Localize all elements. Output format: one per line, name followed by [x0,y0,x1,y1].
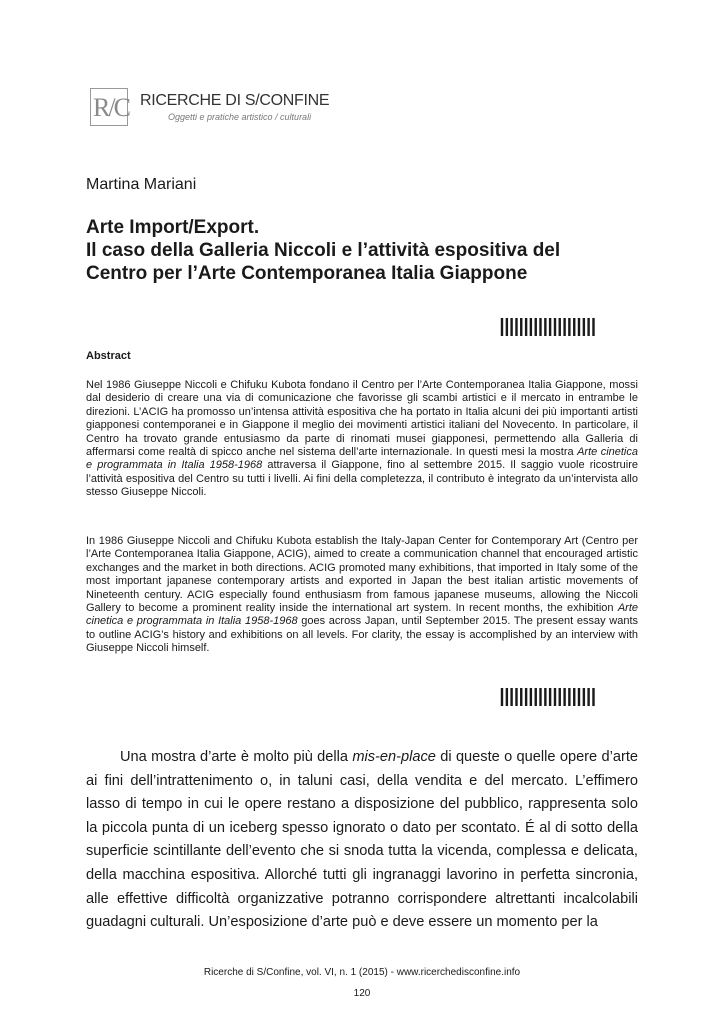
abstract-italian-text: attraversa il Giappone, fino al settembre 2015. Il saggio vuole ricostruire l’attività espositiva del Centro su tutti i livelli. Ai fini della completezza, il contributo è integrato da un’intervista allo stesso Giuseppe Niccoli. [86,459,638,499]
exhibition-title: Arte cinetica e programmata in Italia 1958-1968 [86,602,638,628]
abstract-english [86,535,638,656]
page-number: 120 [353,988,371,999]
body-text: di queste o quelle opere d’arte ai fini dell’intrattenimento o, in taluni casi, della vendita e del mercato. L’effimero lasso di tempo in cui le opere restano a disposizione del pubblico, rappresenta solo la piccola punta di un iceberg spesso ignorato o dato per scontato. É al di sotto della superficie scintillante dell’evento che si snoda tutta la vicenda, complessa e delicata, della macchina espositiva. Allorché tutti gli ingranaggi lavorino in perfetta sincronia, alle effettive difficoltà organizzative potranno corrispondere altrettanti incalcolabili guadagni culturali. Un’esposizione d’arte può e deve essere un momento per la [86,749,639,931]
journal-name: RICERCHE DI S/CONFINE [140,92,330,109]
abstract-english-text: goes across Japan, until September 2015. The present essay wants to outline ACIG’s history and exhibitions on all levels. For clarity, the essay is accomplished by an interview with Giuseppe Niccoli himself. [86,615,638,655]
title-line: Arte Import/Export. [86,217,260,238]
exhibition-title: Arte cinetica e programmata in Italia 1958-1968 [86,446,638,472]
body-italic-term: mis-en-place [352,749,436,765]
logo-mark-frame [90,88,128,126]
abstract-italian [86,379,638,500]
body-text: Una mostra d’arte è molto più della [120,749,353,765]
article-author: Martina Mariani [86,176,197,193]
title-line: Il caso della Galleria Niccoli e l’attività espositiva del [86,240,561,261]
abstract-english-text: In 1986 Giuseppe Niccoli and Chifuku Kubota establish the Italy-Japan Center for Contemporary Art (Centro per l’Arte Contemporanea Italia Giappone, ACIG), aimed to create a communication channel that encouraged artistic exchanges and the market in both directions. ACIG promoted many exhibitions, that imported in Italy some of the most important japanese contemporary artists and exported in Japan the best italian artistic movements of Nineteenth century. ACIG especially found enthusiasm from famous japanese museums, allowing the Niccoli Gallery to become a prominent reality inside the international art system. In recent months, the exhibition [86,535,638,615]
title-line: Centro per l’Arte Contemporanea Italia Giappone [86,263,528,284]
abstract-italian-text: Nel 1986 Giuseppe Niccoli e Chifuku Kubota fondano il Centro per l’Arte Contemporanea Italia Giappone, mossi dal desiderio di creare una via di comunicazione che favorisse gli scambi artistici e il mercato in entrambe le direzioni. L’ACIG ha promosso un’intensa attività espositiva che ha portato in Italia alcuni dei più importanti artisti giapponesi contemporanei e in Giappone il meglio dei movimenti artistici italiani del Novecento. In particolare, il Centro ha trovato grande entusiasmo da parte di rinomati musei giapponesi, permettendo alla Galleria di affermarsi come realtà di spicco anche nel sistema dell’arte internazionale. In questi mesi la mostra [86,379,638,459]
logo-mark: R/C [93,93,129,122]
journal-logo [90,86,330,130]
abstract-heading: Abstract [86,350,131,362]
section-divider: |||||||||||||||||||| [499,686,596,707]
section-divider: |||||||||||||||||||| [499,316,596,337]
article-title [86,216,646,285]
footer-citation: Ricerche di S/Confine, vol. VI, n. 1 (2015) - www.ricerchedisconfine.info [203,967,521,978]
journal-tagline: Oggetti e pratiche artistico / culturali [168,112,312,122]
body-paragraph [86,746,638,935]
